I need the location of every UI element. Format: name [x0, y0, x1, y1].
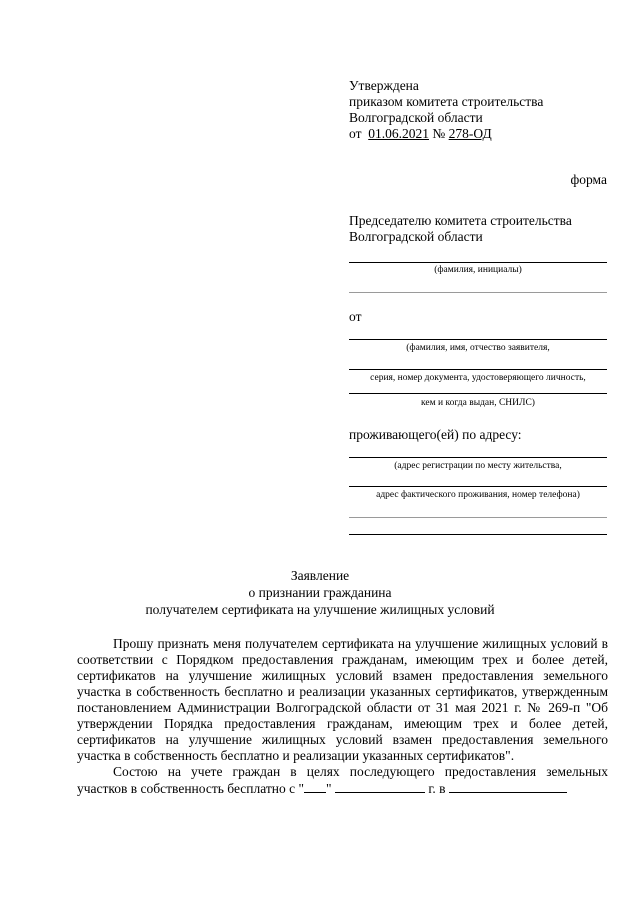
registration-address-line[interactable] [349, 457, 607, 458]
applicant-document-line[interactable] [349, 369, 607, 370]
body-paragraph-2 [77, 764, 608, 797]
address-caption-1: (адрес регистрации по месту жительства, [394, 461, 562, 471]
month-blank[interactable] [335, 780, 425, 793]
applicant-issued-line[interactable] [349, 393, 607, 394]
document-title [0, 567, 640, 618]
title-line-2: о признании гражданина [248, 585, 392, 600]
title-line-1: Заявление [290, 568, 350, 583]
approval-line-1: Утверждена [349, 78, 419, 93]
paragraph-2-quote: " [326, 781, 332, 796]
extra-line-1[interactable] [349, 517, 607, 518]
application-body [77, 636, 608, 797]
applicant-caption-3: кем и когда выдан, СНИЛС) [421, 398, 535, 408]
from-label: от [349, 309, 362, 324]
title-line-3: получателем сертификата на улучшение жилищных условий [145, 602, 495, 617]
applicant-caption-1: (фамилия, имя, отчество заявителя, [406, 343, 550, 353]
address-caption-2: адрес фактического проживания, номер телефона) [376, 490, 580, 500]
form-label: форма [570, 172, 607, 187]
addressee-name-line[interactable] [349, 262, 607, 263]
approval-order-number: 278-ОД [448, 126, 492, 141]
residing-label: проживающего(ей) по адресу: [349, 427, 522, 442]
addressee-line-2: Волгоградской области [349, 229, 483, 244]
applicant-name-line[interactable] [349, 339, 607, 340]
extra-line-2[interactable] [349, 534, 607, 535]
actual-address-line[interactable] [349, 486, 607, 487]
approval-block [349, 78, 543, 142]
paragraph-2-year: г. в [428, 781, 446, 796]
addressee-line-1: Председателю комитета строительства [349, 213, 572, 228]
approval-line-3: Волгоградской области [349, 110, 483, 125]
addressee-name-caption: (фамилия, инициалы) [434, 265, 522, 275]
addressee-block [349, 213, 572, 245]
approval-from: от [349, 126, 362, 141]
day-blank[interactable] [304, 780, 326, 793]
approval-number-sign: № [432, 126, 446, 141]
addressee-extra-line[interactable] [349, 292, 607, 293]
paragraph-2-text: Состою на учете граждан в целях последующего предоставления земельных участков в собственность бесплатно с " [77, 764, 608, 796]
applicant-caption-2: серия, номер документа, удостоверяющего личность, [370, 373, 586, 383]
approval-line-4 [349, 126, 543, 142]
approval-line-2: приказом комитета строительства [349, 94, 544, 109]
authority-blank[interactable] [449, 780, 567, 793]
body-paragraph-1: Прошу признать меня получателем сертификата на улучшение жилищных условий в соответствии с Порядком предоставления гражданам, имеющим трех и более детей, сертификатов на улучшение жилищных условий взамен предоставления земельного участка в собственность бесплатно и реализации указанных сертификатов, утвержденным постановлением Администрации Волгоградской области от 31 мая 2021 г. № 269-п "Об утверждении Порядка предоставления гражданам, имеющим трех и более детей, сертификатов на улучшение жилищных условий взамен предоставления земельного участка в собственность бесплатно и реализации указанных сертификатов". [77, 636, 608, 763]
approval-date: 01.06.2021 [368, 126, 429, 141]
